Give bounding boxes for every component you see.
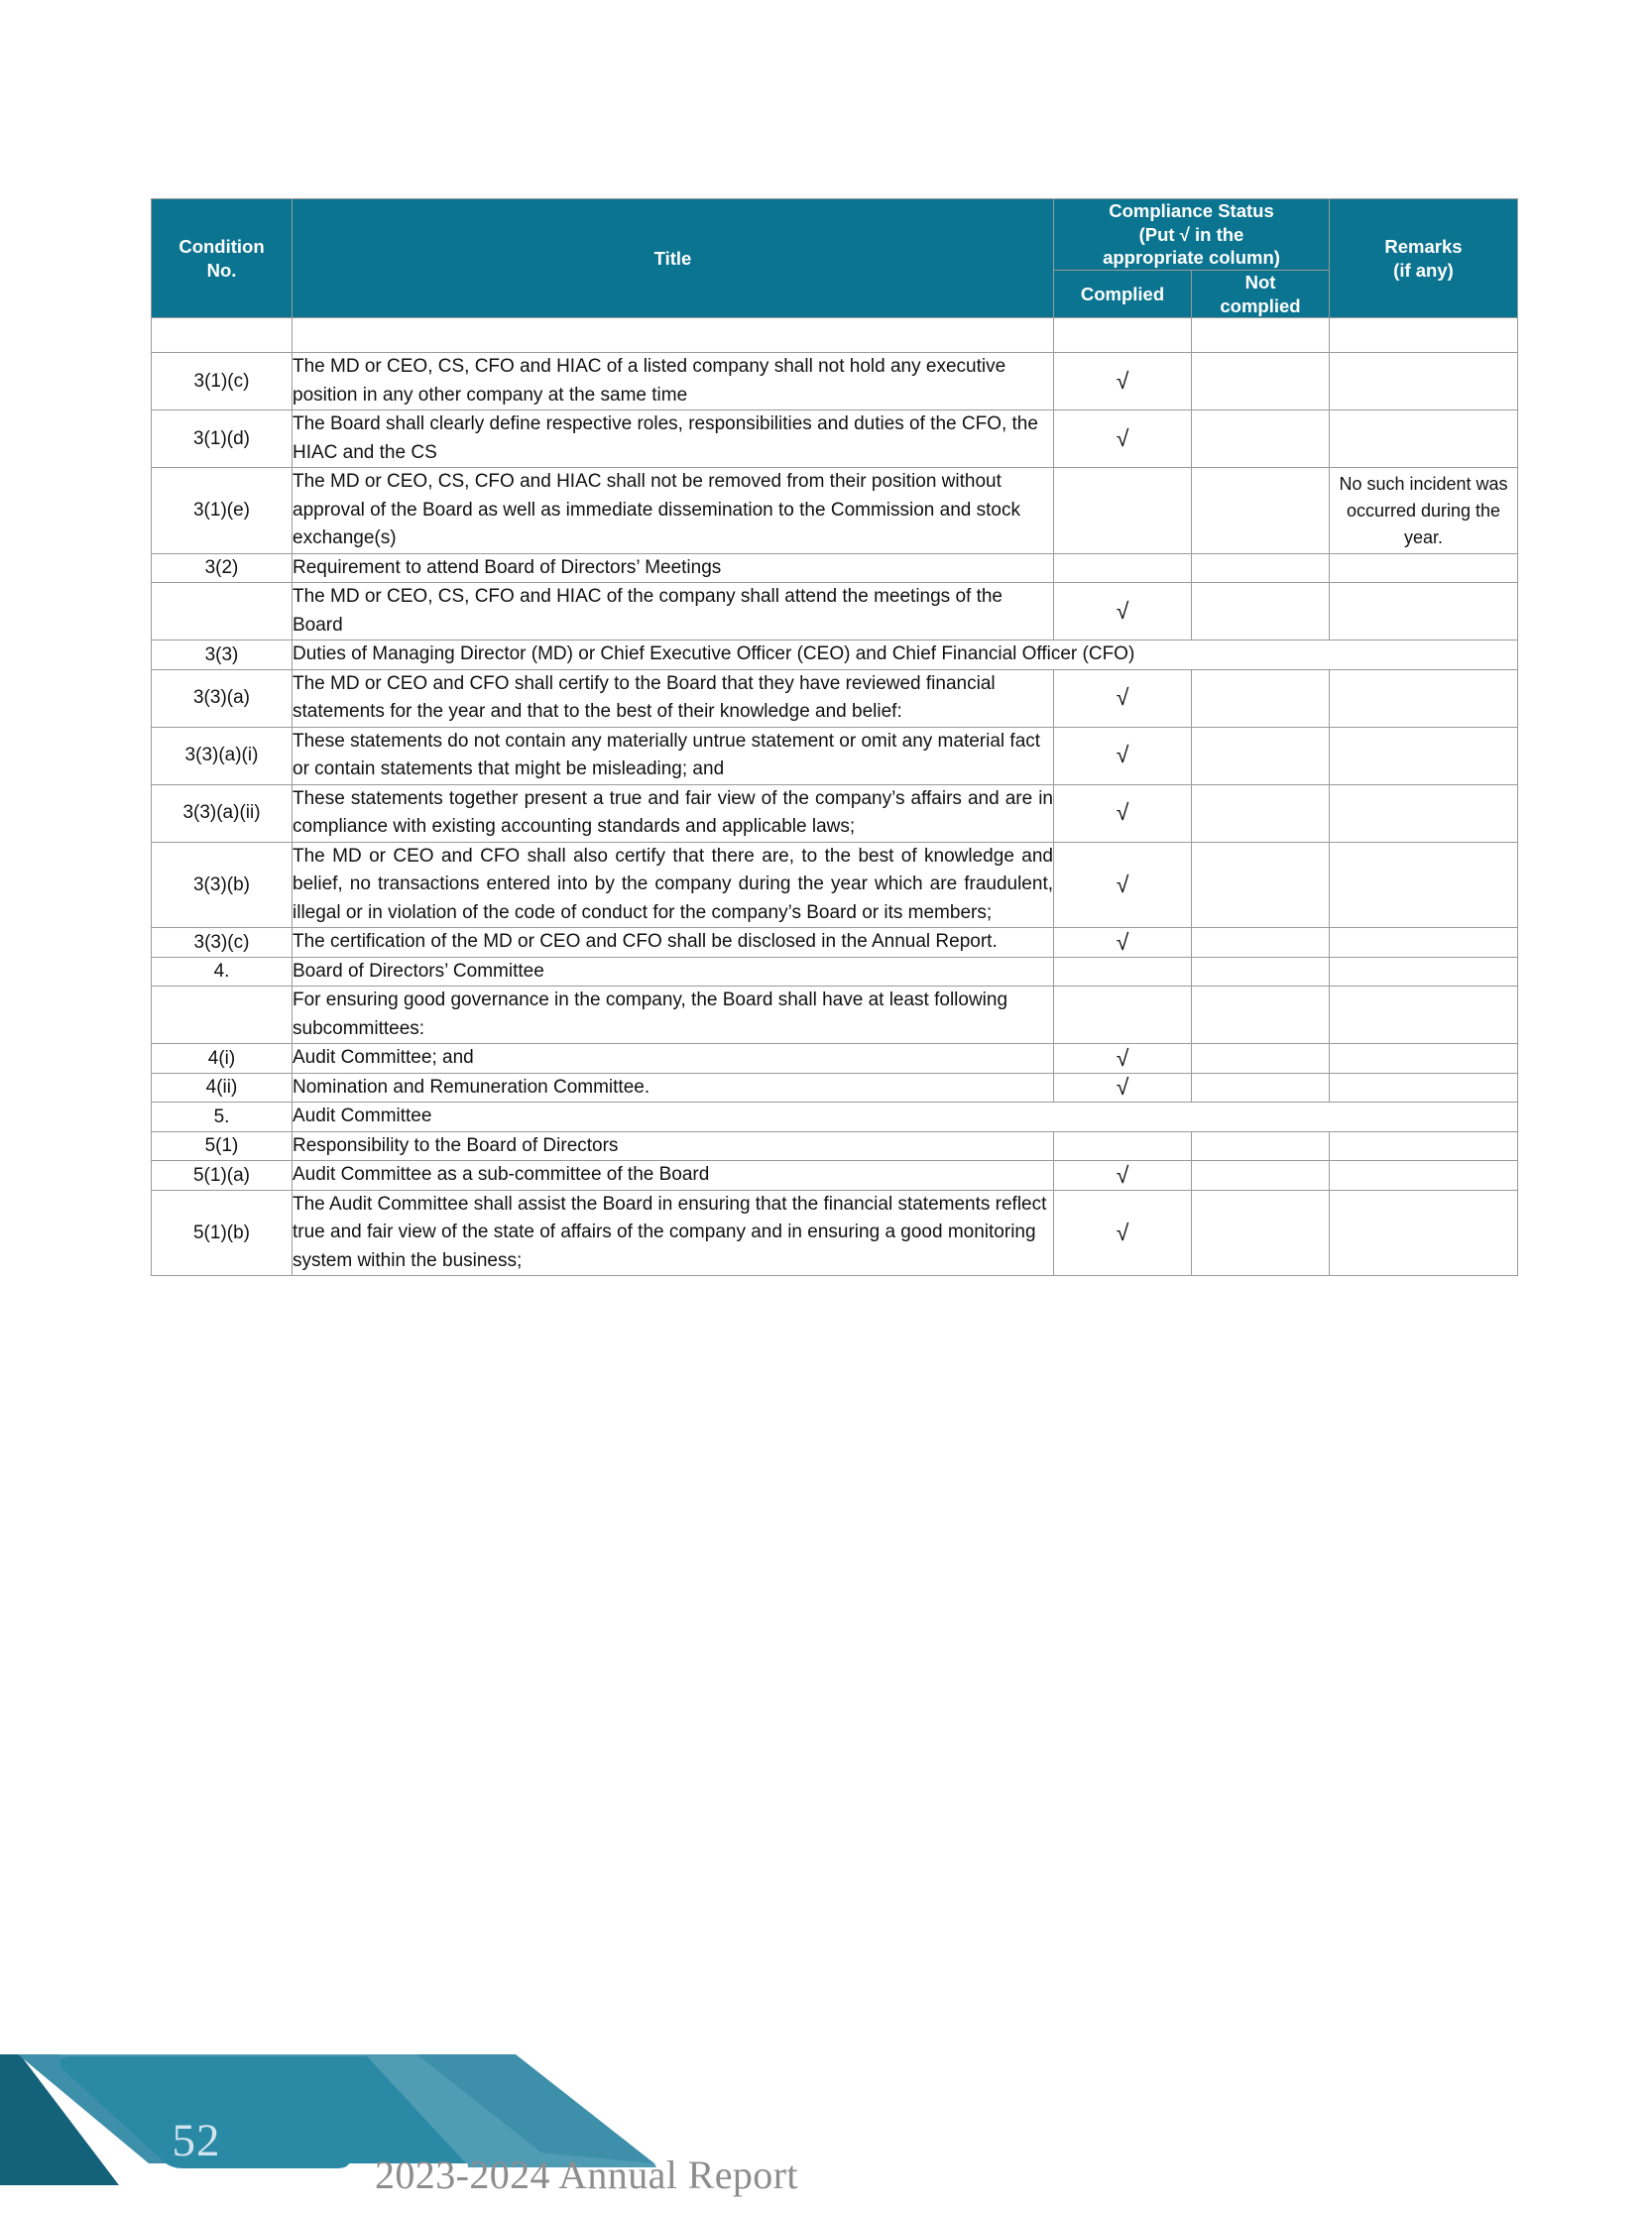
check-mark-icon: √ <box>1116 424 1129 451</box>
cell-not-complied <box>1192 468 1330 554</box>
table-row <box>152 1044 1518 1074</box>
cell-complied <box>1054 1190 1192 1276</box>
page-footer <box>0 2015 1652 2213</box>
table-row <box>152 1131 1518 1161</box>
cell-not-complied <box>1192 1044 1330 1074</box>
check-mark-icon: √ <box>1116 367 1129 394</box>
header-remarks-line1: Remarks <box>1384 236 1463 257</box>
cell-not-complied <box>1192 957 1330 987</box>
cell-remarks <box>1330 353 1518 410</box>
header-condition-no-line2: No. <box>206 259 237 281</box>
cell-remarks <box>1330 1044 1518 1074</box>
table-header <box>152 199 1518 318</box>
cell-not-complied <box>1192 1161 1330 1191</box>
header-not-complied <box>1192 271 1330 318</box>
compliance-table <box>151 198 1518 1276</box>
cell-title: These statements do not contain any materially untrue statement or omit any material fact or contain statements that might be misleading; and <box>293 727 1054 784</box>
cell-condition-no: 5. <box>152 1103 293 1132</box>
cell-condition-no: 4. <box>152 957 293 987</box>
cell-condition-no: 3(1)(c) <box>152 353 293 410</box>
cell-title: The MD or CEO and CFO shall also certify that there are, to the best of knowledge and belief, no transactions entered into by the company during the year which are fraudulent, illegal or in violation of the code of conduct for the company’s Board or its members; <box>293 842 1054 928</box>
header-compliance-status <box>1054 199 1330 271</box>
cell-condition-no: 3(3)(a)(i) <box>152 727 293 784</box>
table-row <box>152 410 1518 468</box>
cell-condition-no: 3(3)(a)(ii) <box>152 784 293 842</box>
cell-not-complied <box>1192 928 1330 958</box>
check-mark-icon: √ <box>1116 1044 1129 1071</box>
table-row <box>152 669 1518 727</box>
cell-condition-no: 5(1) <box>152 1131 293 1161</box>
cell-complied <box>1054 1161 1192 1191</box>
table-row <box>152 1073 1518 1103</box>
cell-title-wide: Audit Committee <box>293 1103 1518 1132</box>
table-row <box>152 987 1518 1044</box>
cell-remarks <box>1330 553 1518 583</box>
table-row <box>152 727 1518 784</box>
cell-not-complied <box>1192 583 1330 641</box>
cell-complied <box>1054 784 1192 842</box>
cell-not-complied <box>1192 318 1330 353</box>
cell-complied <box>1054 727 1192 784</box>
header-compliance-status-line1: Compliance Status <box>1109 200 1274 221</box>
cell-title: The MD or CEO, CS, CFO and HIAC of the company shall attend the meetings of the Board <box>293 583 1054 641</box>
table-row <box>152 641 1518 670</box>
check-mark-icon: √ <box>1116 871 1129 897</box>
cell-condition-no: 3(3) <box>152 641 293 670</box>
check-mark-icon: √ <box>1116 1161 1129 1188</box>
cell-condition-no: 3(3)(a) <box>152 669 293 727</box>
cell-remarks <box>1330 1161 1518 1191</box>
cell-complied <box>1054 353 1192 410</box>
cell-remarks <box>1330 987 1518 1044</box>
cell-remarks <box>1330 928 1518 958</box>
check-mark-icon: √ <box>1116 597 1129 624</box>
check-mark-icon: √ <box>1116 1219 1129 1245</box>
check-mark-icon: √ <box>1116 684 1129 711</box>
cell-complied <box>1054 583 1192 641</box>
cell-remarks <box>1330 842 1518 928</box>
cell-title: Responsibility to the Board of Directors <box>293 1131 1054 1161</box>
cell-remarks <box>1330 410 1518 468</box>
cell-title: Audit Committee; and <box>293 1044 1054 1074</box>
table-row <box>152 583 1518 641</box>
table-row <box>152 1103 1518 1132</box>
cell-condition-no: 3(3)(b) <box>152 842 293 928</box>
header-not-complied-line1: Not <box>1244 272 1276 293</box>
check-mark-icon: √ <box>1116 1074 1129 1101</box>
cell-title: The Audit Committee shall assist the Board in ensuring that the financial statements reflect true and fair view of the state of affairs of the company and in ensuring a good monitoring system within the business; <box>293 1190 1054 1276</box>
cell-title: Nomination and Remuneration Committee. <box>293 1073 1054 1103</box>
cell-title <box>293 318 1054 353</box>
table-row <box>152 1161 1518 1191</box>
cell-complied <box>1054 669 1192 727</box>
cell-not-complied <box>1192 669 1330 727</box>
table-row <box>152 1190 1518 1276</box>
cell-condition-no: 3(3)(c) <box>152 928 293 958</box>
cell-remarks: No such incident was occurred during the year. <box>1330 468 1518 554</box>
cell-condition-no: 4(i) <box>152 1044 293 1074</box>
header-compliance-status-line2: (Put √ in the <box>1138 223 1244 245</box>
cell-remarks <box>1330 1131 1518 1161</box>
cell-not-complied <box>1192 1073 1330 1103</box>
cell-not-complied <box>1192 842 1330 928</box>
cell-complied <box>1054 1131 1192 1161</box>
cell-title: Board of Directors’ Committee <box>293 957 1054 987</box>
cell-condition-no: 4(ii) <box>152 1073 293 1103</box>
header-complied: Complied <box>1054 271 1192 318</box>
table-row <box>152 318 1518 353</box>
cell-title: The Board shall clearly define respective roles, responsibilities and duties of the CFO, the HIAC and the CS <box>293 410 1054 468</box>
table-row <box>152 468 1518 554</box>
header-compliance-status-line3: appropriate column) <box>1103 247 1280 269</box>
cell-remarks <box>1330 784 1518 842</box>
cell-complied <box>1054 1044 1192 1074</box>
cell-remarks <box>1330 727 1518 784</box>
cell-complied <box>1054 410 1192 468</box>
cell-complied <box>1054 842 1192 928</box>
cell-condition-no <box>152 987 293 1044</box>
header-condition-no <box>152 199 293 318</box>
check-mark-icon: √ <box>1116 799 1129 826</box>
table-row <box>152 842 1518 928</box>
header-condition-no-line1: Condition <box>178 236 265 257</box>
cell-condition-no <box>152 583 293 641</box>
cell-condition-no: 3(2) <box>152 553 293 583</box>
cell-title: These statements together present a true and fair view of the company’s affairs and are in compliance with existing accounting standards and applicable laws; <box>293 784 1054 842</box>
header-remarks-line2: (if any) <box>1393 259 1454 281</box>
cell-remarks <box>1330 957 1518 987</box>
cell-title: Audit Committee as a sub-committee of the Board <box>293 1161 1054 1191</box>
cell-title: The MD or CEO and CFO shall certify to the Board that they have reviewed financial statements for the year and that to the best of their knowledge and belief: <box>293 669 1054 727</box>
table-body <box>152 318 1518 1276</box>
header-not-complied-line2: complied <box>1220 294 1301 316</box>
cell-not-complied <box>1192 410 1330 468</box>
table-row <box>152 784 1518 842</box>
cell-complied <box>1054 987 1192 1044</box>
cell-complied <box>1054 468 1192 554</box>
cell-title: The MD or CEO, CS, CFO and HIAC of a listed company shall not hold any executive position in any other company at the same time <box>293 353 1054 410</box>
cell-not-complied <box>1192 353 1330 410</box>
cell-condition-no: 5(1)(a) <box>152 1161 293 1191</box>
compliance-table-wrapper <box>151 198 1513 1276</box>
cell-not-complied <box>1192 987 1330 1044</box>
cell-complied <box>1054 957 1192 987</box>
cell-title: Requirement to attend Board of Directors’ Meetings <box>293 553 1054 583</box>
cell-complied <box>1054 928 1192 958</box>
cell-not-complied <box>1192 553 1330 583</box>
cell-remarks <box>1330 1073 1518 1103</box>
header-title: Title <box>293 199 1054 318</box>
cell-condition-no: 3(1)(e) <box>152 468 293 554</box>
report-title: 2023-2024 Annual Report <box>375 2153 798 2197</box>
cell-condition-no: 3(1)(d) <box>152 410 293 468</box>
check-mark-icon: √ <box>1116 742 1129 768</box>
table-row <box>152 957 1518 987</box>
cell-remarks <box>1330 583 1518 641</box>
table-row <box>152 553 1518 583</box>
header-row-top <box>152 199 1518 271</box>
check-mark-icon: √ <box>1116 928 1129 955</box>
cell-not-complied <box>1192 727 1330 784</box>
header-remarks <box>1330 199 1518 318</box>
cell-condition-no: 5(1)(b) <box>152 1190 293 1276</box>
cell-not-complied <box>1192 1131 1330 1161</box>
cell-title: For ensuring good governance in the company, the Board shall have at least following subcommittees: <box>293 987 1054 1044</box>
table-row <box>152 353 1518 410</box>
cell-title: The certification of the MD or CEO and CFO shall be disclosed in the Annual Report. <box>293 928 1054 958</box>
cell-remarks <box>1330 1190 1518 1276</box>
table-row <box>152 928 1518 958</box>
cell-complied <box>1054 1073 1192 1103</box>
cell-title-wide: Duties of Managing Director (MD) or Chief Executive Officer (CEO) and Chief Financial Officer (CFO) <box>293 641 1518 670</box>
cell-condition-no <box>152 318 293 353</box>
cell-not-complied <box>1192 784 1330 842</box>
cell-complied <box>1054 553 1192 583</box>
page-number: 52 <box>172 2115 221 2166</box>
cell-remarks <box>1330 318 1518 353</box>
cell-not-complied <box>1192 1190 1330 1276</box>
cell-remarks <box>1330 669 1518 727</box>
cell-complied <box>1054 318 1192 353</box>
cell-title: The MD or CEO, CS, CFO and HIAC shall not be removed from their position without approval of the Board as well as immediate dissemination to the Commission and stock exchange(s) <box>293 468 1054 554</box>
